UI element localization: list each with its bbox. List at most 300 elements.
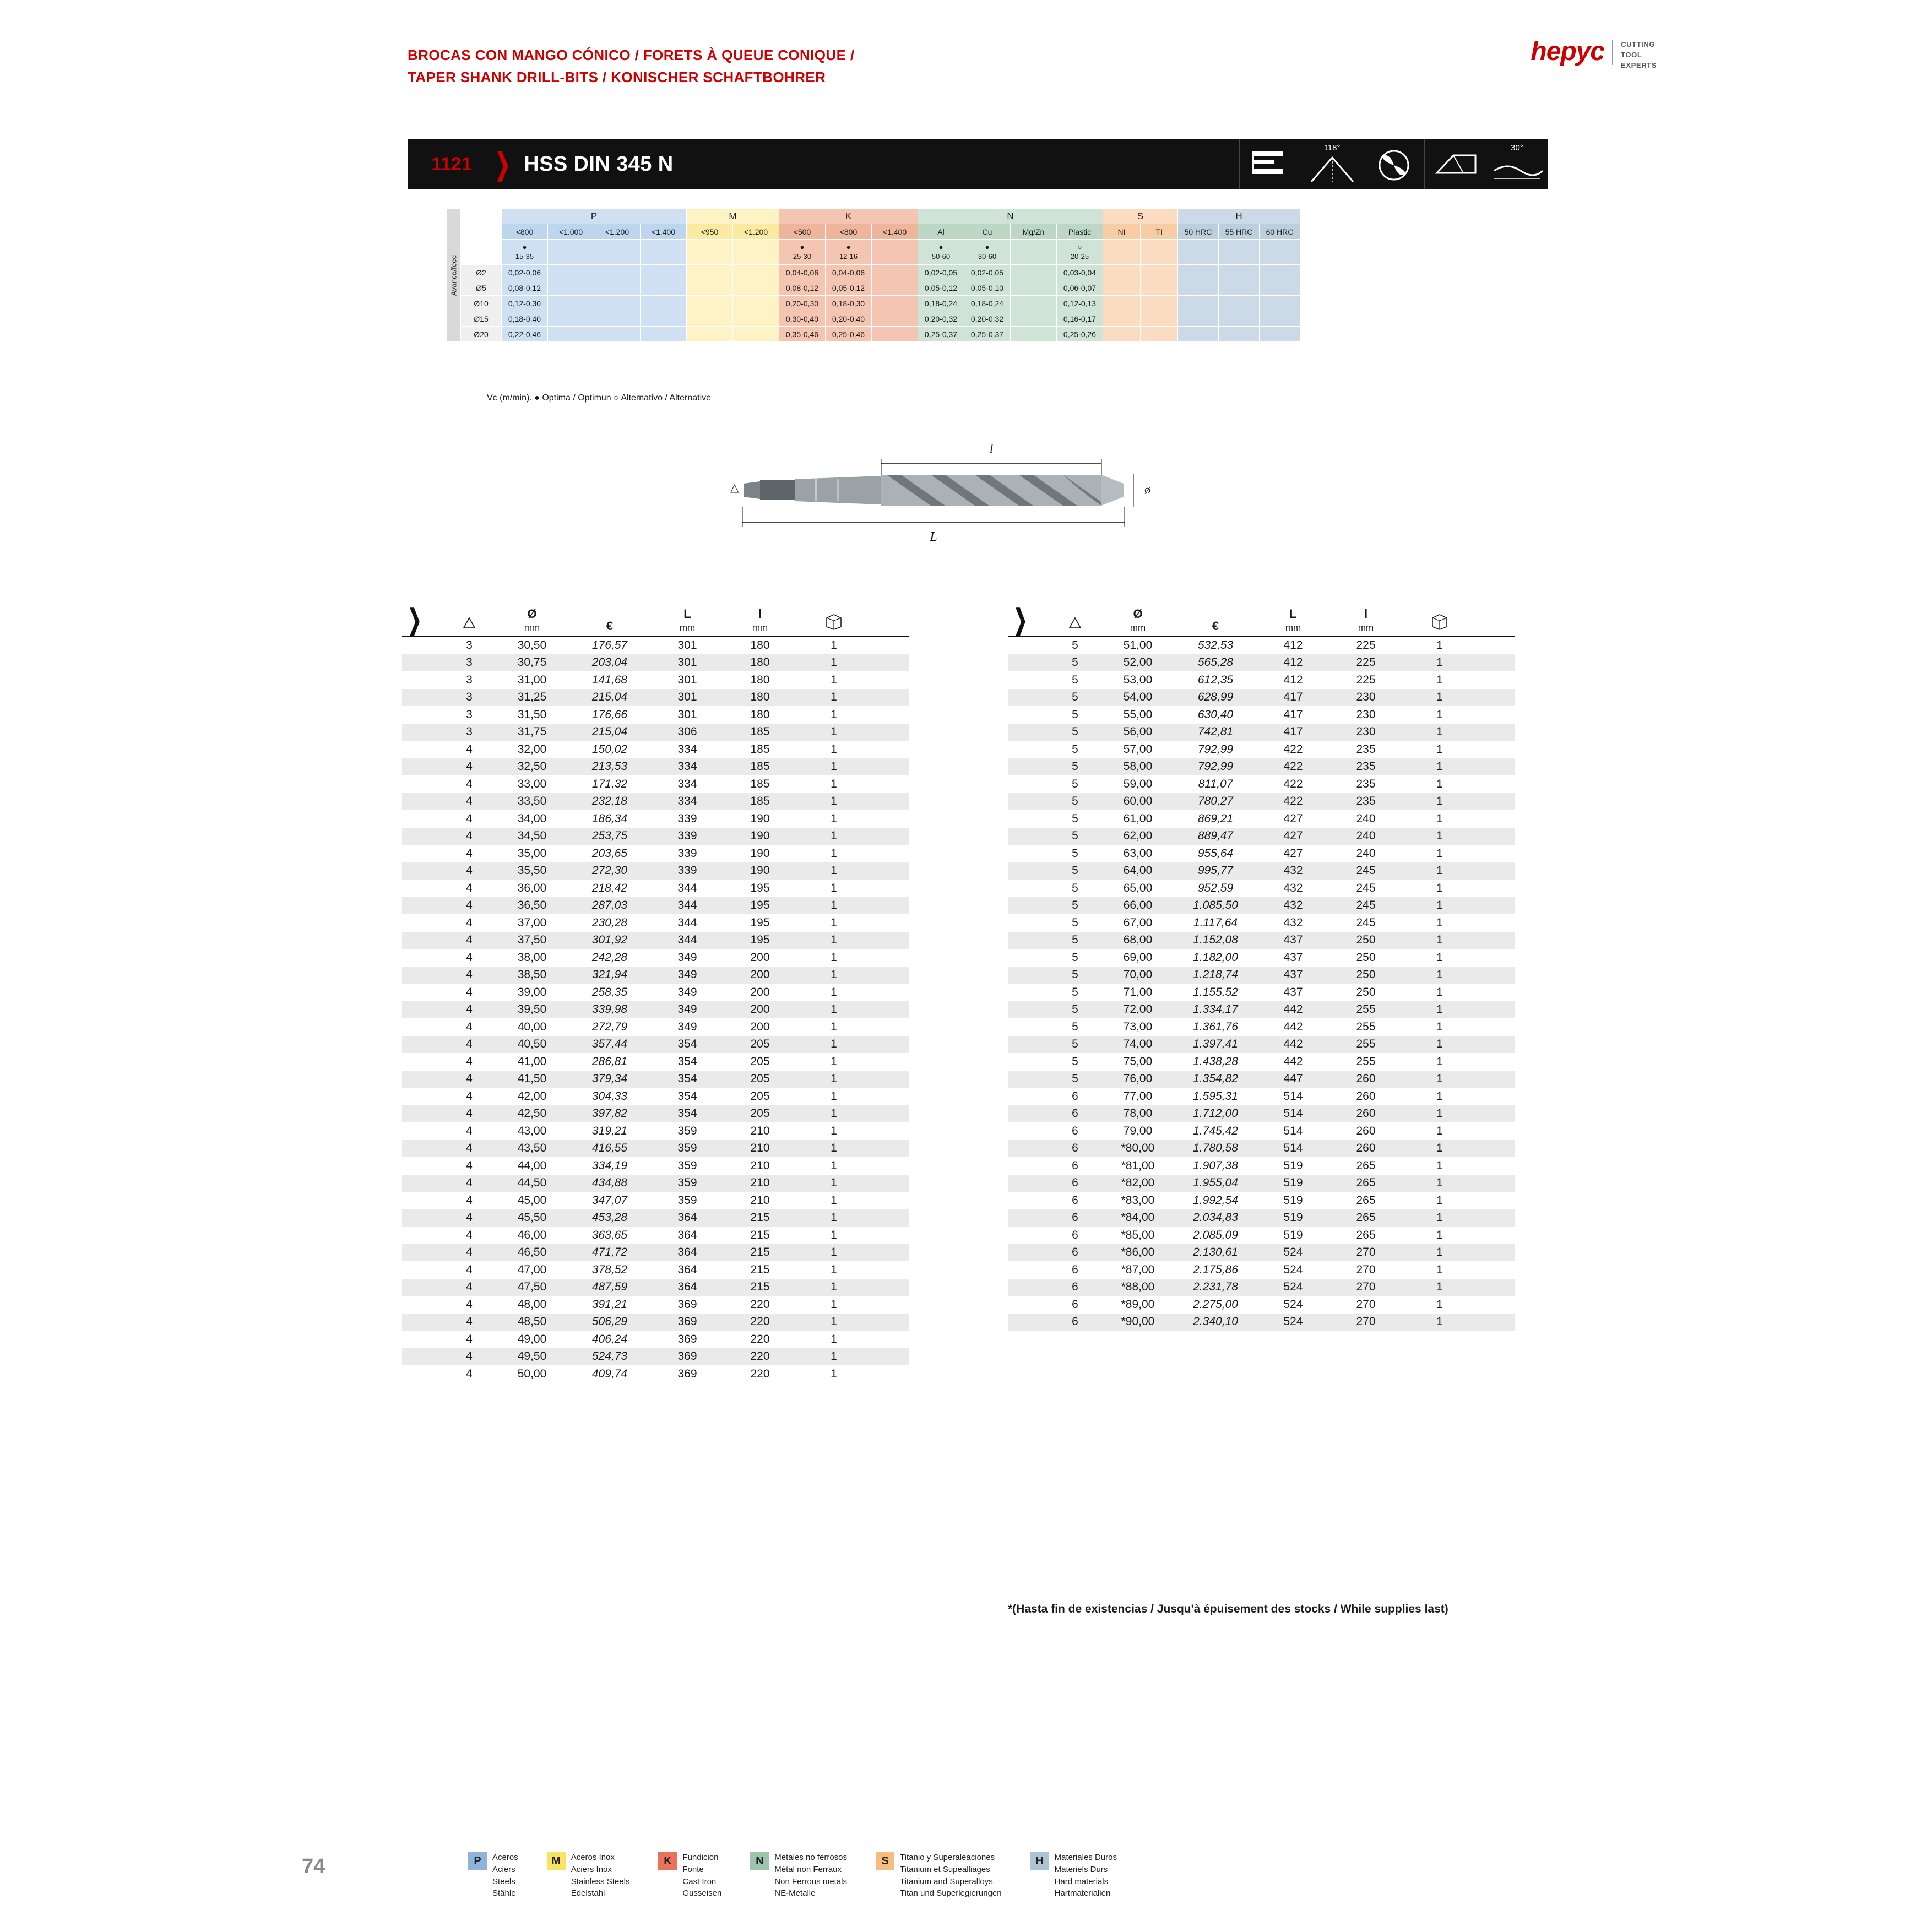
legend-item-M <box>547 1852 630 1900</box>
table-row[interactable] <box>402 949 909 967</box>
row-pack: 1 <box>1436 846 1443 860</box>
diagram-cone-label: △ <box>730 482 739 494</box>
row-diameter: 74,00 <box>1123 1038 1153 1051</box>
table-row[interactable] <box>1008 741 1515 758</box>
feed-v-3-3 <box>641 311 687 327</box>
legend-item-N <box>750 1852 847 1900</box>
feed-v-1-11 <box>1011 280 1057 296</box>
row-total-length: 442 <box>1283 1055 1303 1068</box>
feed-v-4-4 <box>687 327 733 342</box>
row-total-length: 519 <box>1283 1193 1303 1207</box>
table-row[interactable] <box>402 1036 909 1054</box>
table-row[interactable] <box>1008 880 1515 897</box>
row-diameter: *81,00 <box>1121 1159 1155 1172</box>
row-diameter: 45,00 <box>517 1193 547 1207</box>
page-number: 74 <box>302 1855 325 1878</box>
table-row[interactable] <box>1008 1071 1515 1088</box>
row-pack: 1 <box>1436 1176 1443 1190</box>
stock-footnote: *(Hasta fin de existencias / Jusqu'à épuisement des stocks / While supplies last) <box>1008 1603 1448 1615</box>
row-total-length: 349 <box>677 1003 697 1016</box>
row-pack: 1 <box>831 968 837 981</box>
row-price: 321,94 <box>591 968 628 981</box>
table-row[interactable] <box>1008 1088 1515 1105</box>
row-cone: 3 <box>466 725 473 739</box>
table-row[interactable] <box>402 1001 909 1019</box>
row-flute-length: 200 <box>750 1020 770 1033</box>
row-total-length: 514 <box>1283 1090 1303 1103</box>
row-pack: 1 <box>1436 1280 1443 1294</box>
row-flute-length: 185 <box>750 777 770 790</box>
row-cone: 4 <box>466 1038 473 1051</box>
row-price: 141,68 <box>591 673 628 686</box>
row-flute-length: 180 <box>750 691 770 704</box>
table-row[interactable] <box>402 1348 909 1366</box>
row-price: 869,21 <box>1197 812 1234 825</box>
table-row[interactable] <box>402 967 909 984</box>
feed-v-4-10: 0,25-0,37 <box>964 327 1011 342</box>
feed-v-0-2 <box>594 265 641 280</box>
row-price: 253,75 <box>591 829 628 843</box>
row-diameter: 64,00 <box>1123 864 1153 877</box>
row-flute-length: 225 <box>1356 638 1376 652</box>
table-row[interactable] <box>1008 1279 1515 1296</box>
table-row[interactable] <box>402 1088 909 1105</box>
table-row[interactable] <box>1008 1314 1515 1331</box>
sub-M-2: <1.200 <box>733 224 779 240</box>
row-cone: 6 <box>1072 1228 1078 1241</box>
row-flute-length: 190 <box>750 829 770 843</box>
table-row[interactable] <box>1008 828 1515 845</box>
row-price: 628,99 <box>1197 691 1234 704</box>
row-pack: 1 <box>831 916 837 929</box>
row-flute-length: 260 <box>1356 1090 1376 1103</box>
table-row[interactable] <box>1008 1053 1515 1071</box>
row-cone: 5 <box>1072 1003 1078 1016</box>
table-row[interactable] <box>402 1122 909 1140</box>
row-diameter: 46,50 <box>517 1246 547 1259</box>
table-row[interactable] <box>402 758 909 776</box>
row-total-length: 359 <box>677 1193 697 1207</box>
legend-text-K <box>682 1852 721 1900</box>
row-diameter: 67,00 <box>1123 916 1153 929</box>
feed-v-1-1 <box>548 280 594 296</box>
table-row[interactable] <box>1008 1157 1515 1175</box>
row-cone: 5 <box>1072 899 1078 912</box>
row-total-length: 339 <box>677 846 697 860</box>
table-row[interactable] <box>1008 949 1515 967</box>
row-diameter: 42,00 <box>517 1089 547 1103</box>
row-cone: 4 <box>466 1211 473 1224</box>
table-row[interactable] <box>1008 689 1515 707</box>
table-row[interactable] <box>1008 1296 1515 1314</box>
row-cone: 4 <box>466 1298 473 1311</box>
vc-mark-12: ○ <box>1077 243 1082 252</box>
row-price: 955,64 <box>1197 846 1234 860</box>
row-pack: 1 <box>831 725 837 739</box>
row-total-length: 447 <box>1283 1072 1303 1086</box>
row-cone: 4 <box>466 1020 473 1033</box>
row-price: 889,47 <box>1197 829 1234 843</box>
row-price: 242,28 <box>591 951 628 964</box>
row-flute-length: 225 <box>1356 673 1376 686</box>
table-row[interactable] <box>1008 1175 1515 1192</box>
feed-v-4-13 <box>1103 327 1141 342</box>
table-row[interactable] <box>1008 1018 1515 1036</box>
row-cone: 5 <box>1072 742 1078 756</box>
cone-icon <box>462 616 476 630</box>
row-diameter: 38,50 <box>517 968 547 981</box>
row-pack: 1 <box>831 1159 837 1172</box>
row-pack: 1 <box>831 760 837 773</box>
row-diameter: 79,00 <box>1123 1124 1153 1137</box>
feed-group-row <box>447 209 1300 224</box>
table-row[interactable] <box>1008 1105 1515 1123</box>
vc-cell-8 <box>872 240 918 265</box>
feed-v-1-7: 0,05-0,12 <box>826 280 872 296</box>
vc-value-9: 50-60 <box>931 252 951 261</box>
vc-mark-9: ● <box>938 243 943 252</box>
table-row[interactable] <box>402 1314 909 1331</box>
table-row[interactable] <box>402 775 909 793</box>
feed-v-3-5 <box>733 311 779 327</box>
table-row[interactable] <box>1008 793 1515 811</box>
row-diameter: 73,00 <box>1123 1020 1153 1033</box>
table-row[interactable] <box>402 1175 909 1192</box>
table-row[interactable] <box>402 654 909 672</box>
row-pack: 1 <box>1436 951 1443 964</box>
table-row[interactable] <box>402 689 909 707</box>
row-diameter: 59,00 <box>1123 777 1153 790</box>
table-row[interactable] <box>402 706 909 724</box>
row-diameter: 43,00 <box>517 1124 547 1137</box>
sub-S-2: TI <box>1141 224 1178 240</box>
product-table-header-right: ❯ Ø mm € L mm l mm <box>1008 595 1515 637</box>
row-price: 995,77 <box>1197 864 1234 877</box>
row-cone: 5 <box>1072 864 1078 877</box>
table-row[interactable] <box>402 845 909 862</box>
row-pack: 1 <box>1436 1159 1443 1172</box>
row-pack: 1 <box>831 743 837 756</box>
feed-v-0-3 <box>641 265 687 280</box>
feed-v-3-12: 0,16-0,17 <box>1057 311 1103 327</box>
table-row[interactable] <box>1008 1209 1515 1227</box>
row-diameter: *90,00 <box>1121 1315 1155 1328</box>
product-table-right <box>1008 595 1515 1331</box>
row-pack: 1 <box>1436 1107 1443 1120</box>
row-total-length: 364 <box>677 1246 697 1259</box>
row-flute-length: 205 <box>750 1089 770 1103</box>
row-diameter: 50,00 <box>517 1367 547 1380</box>
table-row[interactable] <box>402 810 909 828</box>
table-row[interactable] <box>402 1140 909 1158</box>
table-row[interactable] <box>402 1105 909 1123</box>
sub-N-2: Cu <box>964 224 1011 240</box>
product-code <box>408 139 496 189</box>
table-row[interactable] <box>1008 984 1515 1001</box>
row-flute-length: 220 <box>750 1298 770 1311</box>
row-cone: 4 <box>466 968 473 981</box>
row-total-length: 334 <box>677 795 697 808</box>
row-cone: 4 <box>466 1055 473 1068</box>
brand-tagline-1: CUTTING <box>1621 40 1656 48</box>
row-total-length: 301 <box>677 673 697 686</box>
row-pack: 1 <box>831 951 837 964</box>
row-price: 1.780,58 <box>1193 1142 1238 1155</box>
vc-value-10: 30-60 <box>978 252 997 261</box>
row-pack: 1 <box>1436 829 1443 843</box>
row-flute-length: 240 <box>1356 829 1376 843</box>
header-line-1: BROCAS CON MANGO CÓNICO / FORETS À QUEUE CONIQUE / <box>408 47 855 63</box>
feed-v-4-9: 0,25-0,37 <box>918 327 964 342</box>
row-diameter: 75,00 <box>1123 1055 1153 1068</box>
table-row[interactable] <box>1008 1261 1515 1279</box>
row-cone: 6 <box>1072 1280 1078 1294</box>
row-price: 286,81 <box>591 1055 628 1068</box>
row-pack: 1 <box>831 1176 837 1190</box>
row-price: 347,07 <box>591 1193 628 1207</box>
row-cone: 6 <box>1072 1211 1078 1224</box>
chevron-right-icon: ❯ <box>495 148 511 181</box>
table-row[interactable] <box>402 1053 909 1071</box>
row-diameter: *85,00 <box>1121 1228 1155 1241</box>
header-total-length <box>651 607 724 633</box>
legend-line: Steels <box>492 1876 515 1886</box>
row-flute-length: 260 <box>1356 1107 1376 1120</box>
row-diameter: 48,00 <box>517 1298 547 1311</box>
feed-v-0-11 <box>1011 265 1057 280</box>
table-row[interactable] <box>402 1365 909 1383</box>
vc-cell-0 <box>502 240 548 265</box>
row-total-length: 364 <box>677 1280 697 1294</box>
row-total-length: 339 <box>677 829 697 843</box>
table-row[interactable] <box>1008 1244 1515 1262</box>
vc-cell-7 <box>826 240 872 265</box>
feed-v-0-16 <box>1219 265 1260 280</box>
row-diameter: *87,00 <box>1121 1263 1155 1276</box>
vc-mark-7: ● <box>846 243 851 252</box>
row-pack: 1 <box>1436 795 1443 808</box>
row-cone: 4 <box>466 1246 473 1259</box>
row-flute-length: 240 <box>1356 812 1376 825</box>
table-row[interactable] <box>1008 845 1515 862</box>
row-total-length: 427 <box>1283 846 1303 860</box>
row-price: 391,21 <box>591 1298 628 1311</box>
legend-key-H: H <box>1030 1852 1049 1870</box>
row-pack: 1 <box>1436 725 1443 739</box>
table-row[interactable] <box>402 637 909 654</box>
table-row[interactable] <box>402 828 909 845</box>
sub-P-3: <1.200 <box>594 224 641 240</box>
table-row[interactable] <box>402 1261 909 1279</box>
row-diameter: 52,00 <box>1123 656 1153 669</box>
feed-v-4-7: 0,25-0,46 <box>826 327 872 342</box>
row-flute-length: 190 <box>750 846 770 860</box>
row-diameter: 66,00 <box>1123 899 1153 912</box>
table-row[interactable] <box>1008 1001 1515 1019</box>
row-price: 379,34 <box>591 1072 628 1086</box>
row-diameter: 33,50 <box>517 795 547 808</box>
table-row[interactable] <box>1008 654 1515 672</box>
table-row[interactable] <box>1008 932 1515 949</box>
row-cone: 5 <box>1072 846 1078 860</box>
table-row[interactable] <box>402 914 909 932</box>
row-cone: 6 <box>1072 1193 1078 1207</box>
table-row[interactable] <box>1008 897 1515 915</box>
table-row[interactable] <box>1008 1122 1515 1140</box>
vc-value-7: 12-16 <box>839 252 858 261</box>
table-row[interactable] <box>1008 706 1515 724</box>
table-row[interactable] <box>1008 775 1515 793</box>
row-pack: 1 <box>1436 656 1443 669</box>
table-row[interactable] <box>402 1279 909 1296</box>
legend-line: Titanium and Superalloys <box>900 1876 993 1886</box>
row-cone: 4 <box>466 1142 473 1155</box>
vc-cell-10 <box>964 240 1011 265</box>
feed-v-4-3 <box>641 327 687 342</box>
table-row[interactable] <box>402 1331 909 1348</box>
product-rows-left <box>402 637 909 1383</box>
row-diameter: 47,50 <box>517 1280 547 1294</box>
vc-cell-1 <box>548 240 594 265</box>
table-row[interactable] <box>1008 637 1515 654</box>
row-diameter: 44,00 <box>517 1159 547 1172</box>
row-pack: 1 <box>831 1089 837 1103</box>
table-row[interactable] <box>1008 810 1515 828</box>
row-diameter: *83,00 <box>1121 1193 1155 1207</box>
row-total-length: 412 <box>1283 656 1303 669</box>
table-row[interactable] <box>402 1209 909 1227</box>
table-row[interactable] <box>402 932 909 949</box>
table-row[interactable] <box>402 1244 909 1262</box>
row-pack: 1 <box>1436 1246 1443 1259</box>
row-flute-length: 255 <box>1356 1055 1376 1068</box>
row-flute-length: 245 <box>1356 899 1376 912</box>
feed-v-1-8 <box>872 280 918 296</box>
row-diameter: 55,00 <box>1123 708 1153 721</box>
feed-v-0-10: 0,02-0,05 <box>964 265 1011 280</box>
table-row[interactable] <box>402 1018 909 1036</box>
row-pack: 1 <box>1436 881 1443 894</box>
row-price: 213,53 <box>591 760 628 773</box>
table-row[interactable] <box>402 671 909 689</box>
header-cone <box>443 616 496 633</box>
row-cone: 4 <box>466 1367 473 1380</box>
row-cone: 5 <box>1072 708 1078 721</box>
row-price: 272,30 <box>591 864 628 877</box>
group-header-S: S <box>1103 209 1178 224</box>
row-cone: 5 <box>1072 725 1078 739</box>
table-row[interactable] <box>1008 1192 1515 1209</box>
table-row[interactable] <box>402 724 909 741</box>
row-total-length: 349 <box>677 968 697 981</box>
feed-v-3-0: 0,18-0,40 <box>502 311 548 327</box>
table-row[interactable] <box>402 880 909 897</box>
row-price: 230,28 <box>591 916 628 929</box>
row-pack: 1 <box>1436 673 1443 686</box>
legend-line: Titanio y Superaleaciones <box>900 1853 995 1862</box>
row-diameter: 78,00 <box>1123 1107 1153 1120</box>
row-pack: 1 <box>831 1072 837 1086</box>
row-cone: 5 <box>1072 1072 1078 1086</box>
table-row[interactable] <box>1008 671 1515 689</box>
row-total-length: 514 <box>1283 1107 1303 1120</box>
row-diameter: 36,50 <box>517 899 547 912</box>
row-cone: 5 <box>1072 916 1078 929</box>
table-row[interactable] <box>402 1157 909 1175</box>
row-flute-length: 250 <box>1356 985 1376 998</box>
table-row[interactable] <box>402 793 909 811</box>
row-cone: 5 <box>1072 656 1078 669</box>
table-row[interactable] <box>1008 1036 1515 1054</box>
table-row[interactable] <box>1008 1140 1515 1158</box>
row-flute-length: 205 <box>750 1038 770 1051</box>
feed-v-4-5 <box>733 327 779 342</box>
header-flute-length-symbol-right: l <box>1364 607 1368 621</box>
table-row[interactable] <box>402 1192 909 1209</box>
row-diameter: 51,00 <box>1123 638 1153 652</box>
table-row[interactable] <box>402 741 909 758</box>
row-diameter: 42,50 <box>517 1107 547 1120</box>
feed-v-2-2 <box>594 296 641 311</box>
row-cone: 5 <box>1072 829 1078 843</box>
row-flute-length: 250 <box>1356 968 1376 981</box>
table-row[interactable] <box>402 984 909 1001</box>
table-row[interactable] <box>1008 914 1515 932</box>
row-flute-length: 210 <box>750 1142 770 1155</box>
row-total-length: 344 <box>677 899 697 912</box>
feed-v-2-16 <box>1219 296 1260 311</box>
table-row[interactable] <box>402 897 909 915</box>
feed-v-3-11 <box>1011 311 1057 327</box>
row-flute-length: 230 <box>1356 725 1376 739</box>
feed-v-0-9: 0,02-0,05 <box>918 265 964 280</box>
feed-row-d10 <box>447 296 1300 311</box>
table-row[interactable] <box>402 1296 909 1314</box>
table-row[interactable] <box>1008 862 1515 880</box>
row-total-length: 432 <box>1283 864 1303 877</box>
row-pack: 1 <box>1436 985 1443 998</box>
product-rows-right <box>1008 637 1515 1331</box>
feed-v-2-7: 0,18-0,30 <box>826 296 872 311</box>
product-title-bar <box>408 139 1548 189</box>
row-total-length: 306 <box>677 725 697 739</box>
feed-v-3-9: 0,20-0,32 <box>918 311 964 327</box>
table-row[interactable] <box>1008 758 1515 776</box>
row-cone: 4 <box>466 864 473 877</box>
sub-P-2: <1.000 <box>548 224 594 240</box>
header-price-symbol-right: € <box>1212 619 1219 633</box>
feed-v-1-9: 0,05-0,12 <box>918 280 964 296</box>
row-total-length: 349 <box>677 951 697 964</box>
feed-v-4-17 <box>1260 327 1300 342</box>
row-pack: 1 <box>831 673 837 686</box>
row-diameter: 33,00 <box>517 777 547 790</box>
row-total-length: 437 <box>1283 934 1303 947</box>
diagram-total-length-label: L <box>930 530 937 544</box>
table-row[interactable] <box>1008 724 1515 741</box>
legend-key-M: M <box>547 1852 566 1870</box>
table-row[interactable] <box>402 1227 909 1244</box>
brand-tagline-2: TOOL <box>1621 50 1642 59</box>
table-row[interactable] <box>402 1071 909 1088</box>
row-price: 952,59 <box>1197 881 1234 894</box>
table-row[interactable] <box>402 862 909 880</box>
row-total-length: 349 <box>677 985 697 998</box>
table-row[interactable] <box>1008 1227 1515 1244</box>
table-row[interactable] <box>1008 967 1515 984</box>
legend-line: Metales no ferrosos <box>774 1853 848 1862</box>
row-pack: 1 <box>1436 1072 1443 1086</box>
